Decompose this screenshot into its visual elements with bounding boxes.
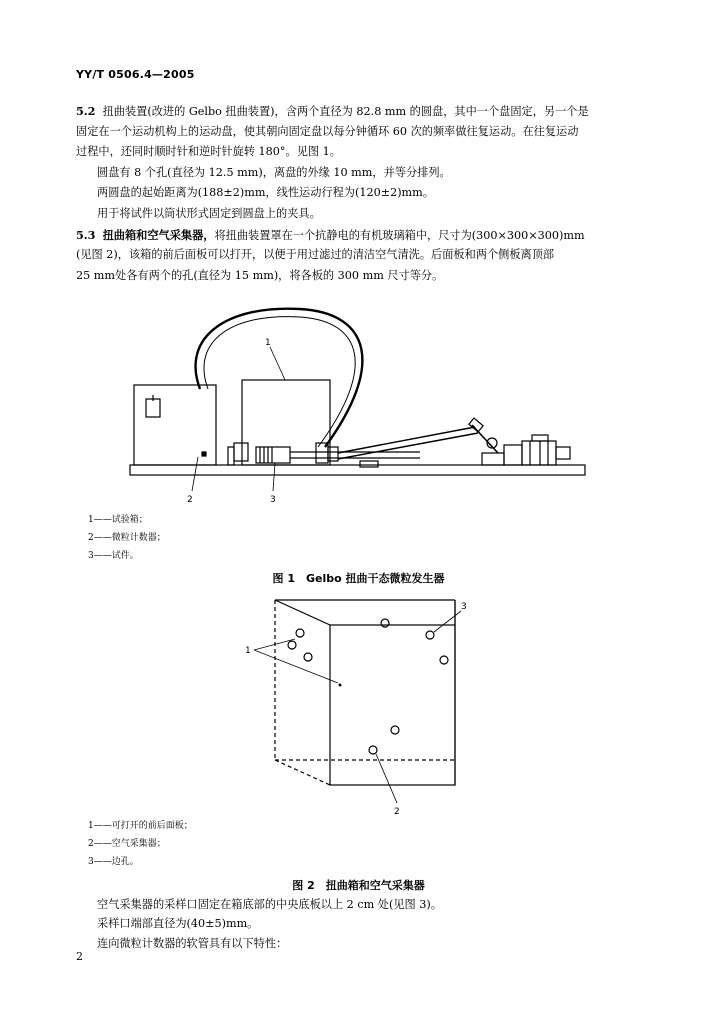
section-5-2-number: 5.2 [76, 104, 96, 118]
figure2-hole-side-2 [304, 653, 312, 661]
figure2-twist-chamber [230, 595, 490, 815]
figure2-side-hole-3 [426, 631, 434, 639]
section-5-3-title: 扭曲箱和空气采集器， [102, 228, 215, 242]
section-5-2-line2: 固定在一个运动机构上的运动盘，使其朝向固定盘以每分钟循环 60 次的频率做往复运动。在往复运动 [76, 125, 579, 138]
figure1-hose-inner [204, 317, 355, 447]
figure2-air-sampler [369, 746, 377, 754]
figure2-sampler-rear [391, 726, 399, 734]
figure2-hole-side-1 [288, 641, 296, 649]
figure2-callout-3: 3 [461, 602, 467, 612]
figure1-caption: 图 1 Gelbo 扭曲干态微粒发生器 [272, 572, 445, 585]
figure2-hole-back-2 [381, 619, 389, 627]
section-5-3-line1 [76, 225, 585, 247]
figure2-hole-side-3 [440, 656, 448, 664]
section-5-2-disc-distance: 两圆盘的起始距离为(188±2)mm，线性运动行程为(120±2)mm。 [97, 186, 434, 199]
sampler-diameter-text: 采样口端部直径为(40±5)mm。 [97, 917, 259, 930]
figure2-hole-back-1 [296, 629, 304, 637]
figure1-legend-item-2: 2——微粒计数器； [88, 533, 166, 543]
figure2-front-panel [330, 625, 455, 785]
figure1-callout-1: 1 [265, 338, 271, 348]
section-5-2-line1 [76, 101, 589, 123]
standard-id: YY/T 0506.4—2005 [76, 68, 195, 81]
section-5-3-line3: 25 mm处各有两个的孔(直径为 15 mm)，将各板的 300 mm 尺寸等分。 [76, 269, 444, 282]
figure1-guide-block [360, 461, 378, 467]
figure2-legend [88, 817, 193, 871]
figure1-specimen [256, 447, 290, 463]
figure2-caption: 图 2 扭曲箱和空气采集器 [292, 879, 425, 892]
figure2-callout-1: 1 [245, 646, 251, 656]
figure1-hose [196, 309, 363, 447]
figure2-callout-2: 2 [394, 807, 400, 815]
section-5-2-clamp: 用于将试件以筒状形式固定到圆盘上的夹具。 [97, 207, 321, 220]
figure1-leader-3 [273, 463, 275, 491]
section-5-2-line3: 过程中，还同时顺时针和逆时针旋转 180°。见图 1。 [76, 145, 341, 158]
hose-characteristics-text: 连向微粒计数器的软管具有以下特性： [97, 937, 288, 950]
figure1-callout-2: 2 [187, 495, 193, 505]
figure1-counter-display [146, 399, 160, 417]
page-number: 2 [76, 950, 83, 963]
figure1-callout-3: 3 [270, 495, 276, 505]
section-5-3-text1: 将扭曲装置罩在一个抗静电的有机玻璃箱中，尺寸为(300×300×300)mm [214, 229, 585, 242]
figure1-gelbo-apparatus [120, 295, 600, 515]
figure1-legend [88, 511, 166, 565]
section-5-2-disc-holes: 圆盘有 8 个孔(直径为 12.5 mm)，离盘的外缘 10 mm，并等分排列。 [97, 166, 451, 179]
figure1-motor-bracket [482, 453, 504, 465]
figure2-legend-item-3: 3——边孔。 [88, 857, 139, 867]
figure1-legend-item-3: 3——试件。 [88, 551, 139, 561]
figure1-fixed-disc-left [228, 447, 234, 465]
figure1-motor [522, 441, 556, 465]
figure2-legend-item-2: 2——空气采集器； [88, 839, 166, 849]
figure1-legend-item-1: 1——试验箱； [88, 515, 148, 525]
figure2-legend-item-1: 1——可打开的前后面板； [88, 821, 193, 831]
figure1-leader-2 [192, 457, 198, 491]
figure1-leader-1 [270, 347, 285, 380]
section-5-3-line2: (见图 2)，该箱的前后面板可以打开，以便于用过滤过的清洁空气清洗。后面板和两个侧板离顶部 [76, 248, 555, 261]
section-5-3-number: 5.3 [76, 228, 96, 242]
figure1-base-plate [130, 465, 585, 475]
figure1-fixed-disc [234, 443, 248, 461]
sampler-position-text: 空气采集器的采样口固定在箱底部的中央底板以上 2 cm 处(见图 3)。 [97, 898, 442, 911]
section-5-2-text1: 扭曲装置(改进的 Gelbo 扭曲装置)，含两个直径为 82.8 mm 的圆盘，其中一个盘固定，另一个是 [102, 105, 589, 118]
